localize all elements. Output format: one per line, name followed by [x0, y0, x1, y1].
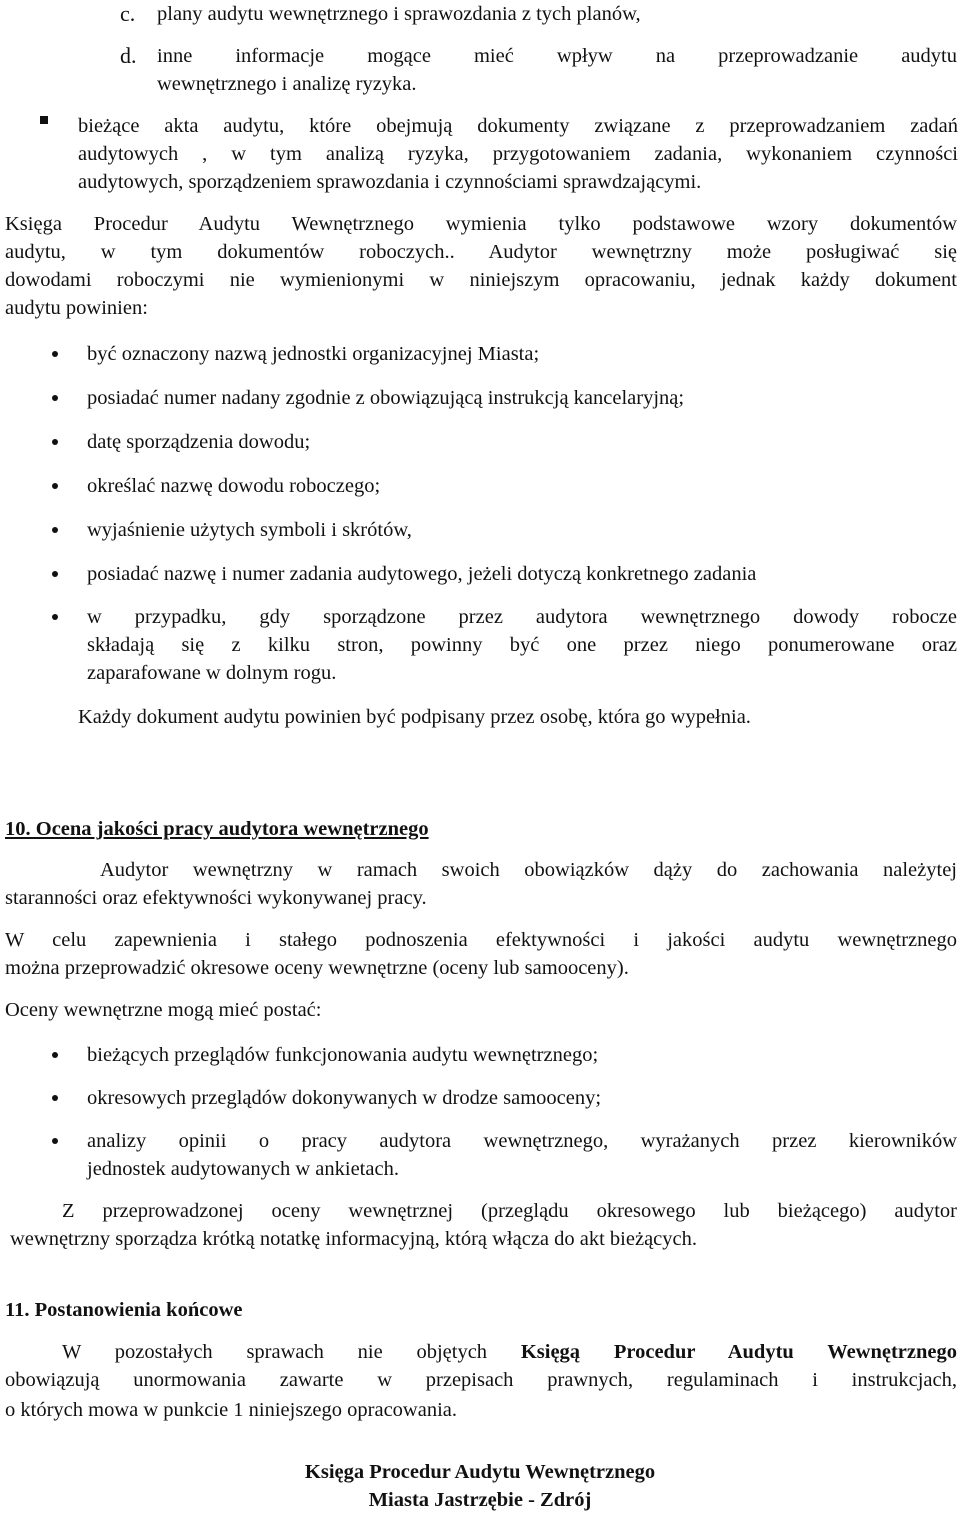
footer-subtitle: Miasta Jastrzębie - Zdrój: [368, 1489, 592, 1511]
requirement-last-line3: zaparafowane w dolnym rogu.: [87, 662, 337, 684]
assessment-form-item: okresowych przeglądów dokonywanych w drodze samooceny;: [87, 1087, 602, 1109]
bullet-icon: [52, 1138, 58, 1144]
square-item-line3: audytowych, sporządzeniem sprawozdania i czynnościami sprawdzającymi.: [78, 171, 702, 193]
section10-p4-line2: wewnętrzny sporządza krótką notatkę informacyjną, którą włącza do akt bieżących.: [10, 1228, 698, 1250]
list-item-d-line2: wewnętrznego i analizę ryzyka.: [157, 73, 417, 95]
ksiega-para-line1: Księga Procedur Audytu Wewnętrznego wymienia tylko podstawowe wzory dokumentów: [5, 213, 957, 235]
bullet-icon: [52, 1095, 58, 1101]
ksiega-para-line4: audytu powinien:: [5, 297, 148, 319]
assessment-form-last-line1: analizy opinii o pracy audytora wewnętrznego, wyrażanych przez kierowników: [87, 1130, 957, 1152]
ksiega-para-line2: audytu, w tym dokumentów roboczych.. Audytor wewnętrzny może posługiwać się: [5, 241, 957, 263]
bullet-icon: [52, 527, 58, 533]
bullet-icon: [52, 614, 58, 620]
section11-p-line1: [62, 1338, 957, 1366]
requirement-item: określać nazwę dowodu roboczego;: [87, 475, 381, 497]
requirement-item: wyjaśnienie użytych symboli i skrótów,: [87, 519, 412, 541]
section10-p1-line2: staranności oraz efektywności wykonywanej pracy.: [5, 887, 427, 909]
section10-heading: 10. Ocena jakości pracy audytora wewnętrznego: [5, 818, 429, 840]
list-item-c: plany audytu wewnętrznego i sprawozdania z tych planów,: [157, 3, 641, 25]
section10-p1-line1: Audytor wewnętrzny w ramach swoich obowiązków dąży do zachowania należytej: [100, 859, 957, 881]
section10-p3: Oceny wewnętrzne mogą mieć postać:: [5, 999, 322, 1021]
section11-p-line3: o których mowa w punkcie 1 niniejszego opracowania.: [5, 1399, 458, 1421]
bullet-icon: [52, 483, 58, 489]
bullet-icon: [52, 571, 58, 577]
bullet-icon: [52, 439, 58, 445]
section10-p4-line1: Z przeprowadzonej oceny wewnętrznej (przeglądu okresowego lub bieżącego) audytor: [62, 1200, 957, 1222]
requirement-item: posiadać nazwę i numer zadania audytowego, jeżeli dotyczą konkretnego zadania: [87, 563, 757, 585]
list-item-d-line1: inne informacje mogące mieć wpływ na przeprowadzanie audytu: [157, 45, 957, 67]
ksiega-para-line3: dowodami roboczymi nie wymienionymi w niniejszym opracowaniu, jednak każdy dokument: [5, 269, 957, 291]
section11-p-line1-start: W pozostałych sprawach nie objętych: [62, 1341, 488, 1363]
bullet-icon: [52, 351, 58, 357]
requirement-last-line1: w przypadku, gdy sporządzone przez audytora wewnętrznego dowody robocze: [87, 606, 957, 628]
bullet-icon: [52, 395, 58, 401]
list-marker-c: c.: [120, 1, 136, 26]
requirement-item: datę sporządzenia dowodu;: [87, 431, 311, 453]
square-bullet-icon: [40, 116, 48, 124]
requirement-last-line2: składają się z kilku stron, powinny być one przez niego ponumerowane oraz: [87, 634, 957, 656]
square-item-line1: bieżące akta audytu, które obejmują dokumenty związane z przeprowadzaniem zadań: [78, 115, 958, 137]
requirement-item: być oznaczony nazwą jednostki organizacyjnej Miasta;: [87, 343, 540, 365]
section10-p2-line1: W celu zapewnienia i stałego podnoszenia efektywności i jakości audytu wewnętrznego: [5, 929, 957, 951]
section11-heading: 11. Postanowienia końcowe: [5, 1299, 243, 1321]
section10-p2-line2: można przeprowadzić okresowe oceny wewnętrzne (oceny lub samooceny).: [5, 957, 629, 979]
signed-note: Każdy dokument audytu powinien być podpisany przez osobę, która go wypełnia.: [78, 706, 751, 728]
assessment-form-item: bieżących przeglądów funkcjonowania audytu wewnętrznego;: [87, 1044, 599, 1066]
square-item-line2: audytowych , w tym analizą ryzyka, przygotowaniem zadania, wykonaniem czynności: [78, 143, 958, 165]
section11-p-line2: obowiązują unormowania zawarte w przepisach prawnych, regulaminach i instrukcjach,: [5, 1369, 957, 1391]
bullet-icon: [52, 1052, 58, 1058]
assessment-form-last-line2: jednostek audytowanych w ankietach.: [87, 1158, 399, 1180]
section11-p-line1-bold: Księgą Procedur Audytu Wewnętrznego: [520, 1341, 958, 1363]
requirement-item: posiadać numer nadany zgodnie z obowiązującą instrukcją kancelaryjną;: [87, 387, 685, 409]
footer-title: Księga Procedur Audytu Wewnętrznego: [304, 1461, 656, 1483]
list-marker-d: d.: [120, 43, 137, 68]
